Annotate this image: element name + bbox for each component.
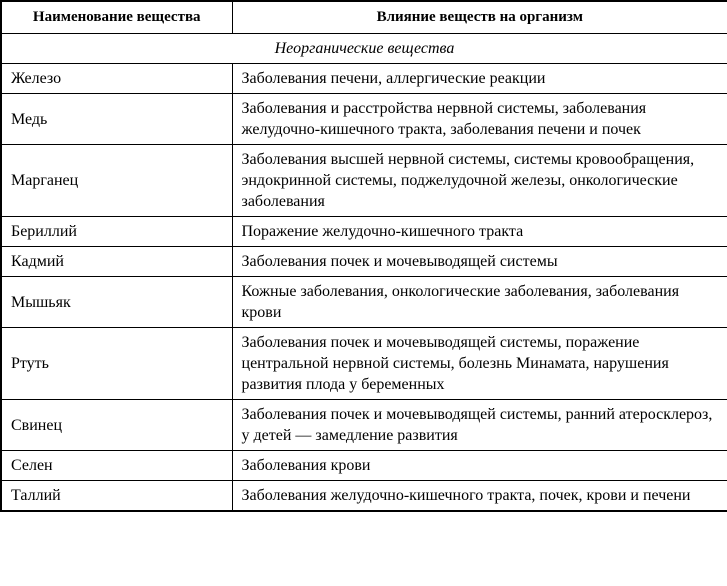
substance-effect: Поражение желудочно-кишечного тракта — [232, 217, 727, 247]
substance-name: Свинец — [1, 400, 232, 451]
substance-effect: Заболевания желудочно-кишечного тракта, почек, крови и печени — [232, 481, 727, 512]
table-row — [1, 64, 727, 94]
table-row — [1, 94, 727, 145]
substance-effect: Заболевания крови — [232, 451, 727, 481]
table-row — [1, 400, 727, 451]
substance-name: Железо — [1, 64, 232, 94]
header-row — [1, 1, 727, 34]
substance-name: Бериллий — [1, 217, 232, 247]
table-row — [1, 328, 727, 400]
substance-effect: Заболевания почек и мочевыводящей системы, ранний атеросклероз, у детей — замедление развития — [232, 400, 727, 451]
substance-name: Таллий — [1, 481, 232, 512]
column-header-substance-name: Наименование вещества — [1, 1, 232, 34]
substance-effect: Заболевания печени, аллергические реакции — [232, 64, 727, 94]
substance-effect: Заболевания почек и мочевыводящей системы — [232, 247, 727, 277]
table-row — [1, 145, 727, 217]
table-row — [1, 247, 727, 277]
substance-name: Мышьяк — [1, 277, 232, 328]
table-row — [1, 217, 727, 247]
substance-name: Медь — [1, 94, 232, 145]
table-row — [1, 451, 727, 481]
substance-name: Марганец — [1, 145, 232, 217]
section-row — [1, 34, 727, 64]
substance-effect: Кожные заболевания, онкологические заболевания, заболевания крови — [232, 277, 727, 328]
column-header-effect: Влияние веществ на организм — [232, 1, 727, 34]
section-title: Неорганические вещества — [1, 34, 727, 64]
substance-effect: Заболевания высшей нервной системы, системы кровообращения, эндокринной системы, поджелудочной железы, онкологические заболевания — [232, 145, 727, 217]
table-row — [1, 277, 727, 328]
substance-name: Селен — [1, 451, 232, 481]
table-row — [1, 481, 727, 512]
substance-effect: Заболевания и расстройства нервной системы, заболевания желудочно-кишечного тракта, заболевания печени и почек — [232, 94, 727, 145]
substance-name: Кадмий — [1, 247, 232, 277]
substance-name: Ртуть — [1, 328, 232, 400]
substance-effect: Заболевания почек и мочевыводящей системы, поражение центральной нервной системы, болезнь Минамата, нарушения развития плода у беременных — [232, 328, 727, 400]
